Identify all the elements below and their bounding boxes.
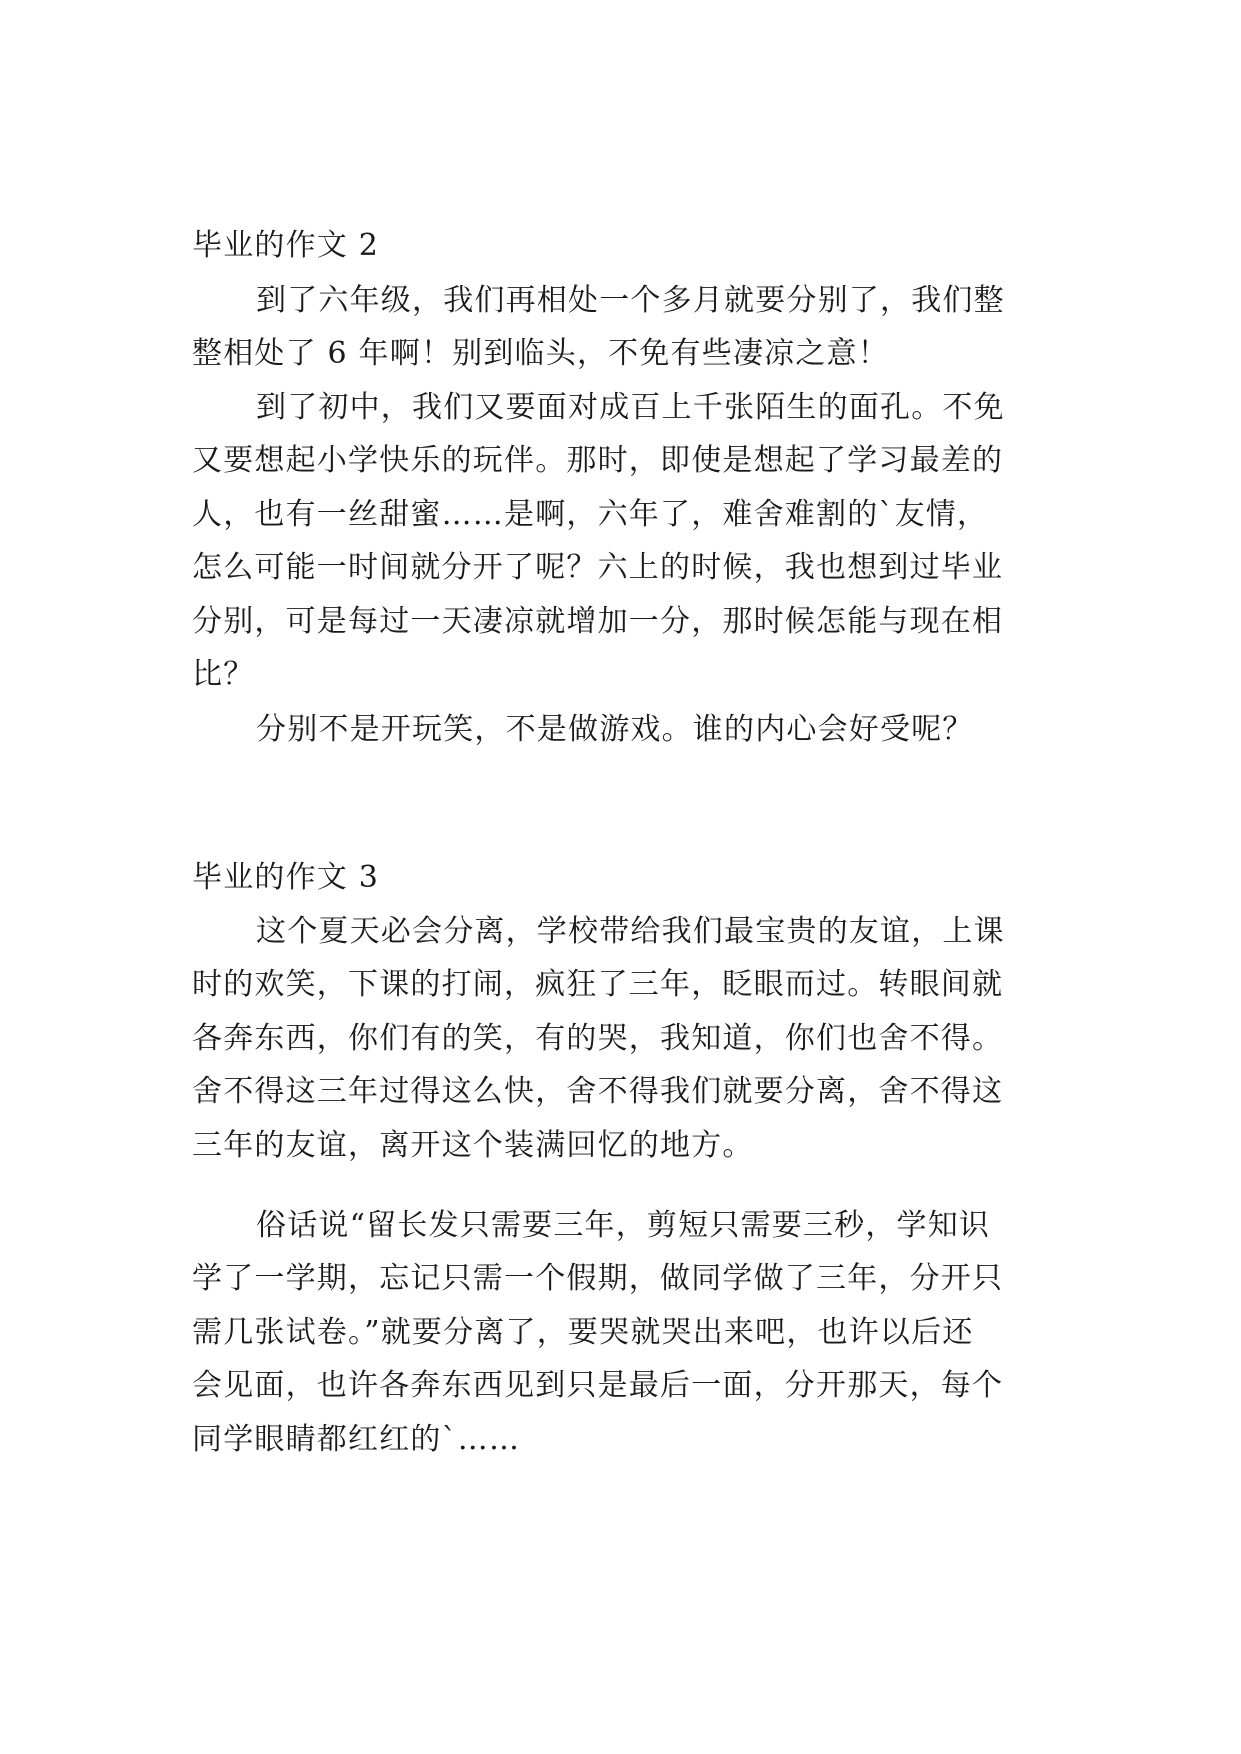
paragraph-line: 舍不得这三年过得这么快，舍不得我们就要分离，舍不得这 — [192, 1074, 1004, 1109]
paragraph-line: 俗话说“留长发只需要三年，剪短只需要三秒，学知识 — [256, 1208, 991, 1243]
paragraph-line: 到了六年级，我们再相处一个多月就要分别了，我们整 — [256, 283, 1005, 318]
paragraph-line: 分别不是开玩笑，不是做游戏。谁的内心会好受呢？ — [256, 712, 974, 747]
paragraph-line: 这个夏天必会分离，学校带给我们最宝贵的友谊，上课 — [256, 914, 1005, 949]
paragraph-line: 分别，可是每过一天凄凉就增加一分，那时候怎能与现在相 — [192, 604, 1004, 639]
essay-heading: 毕业的作文 2 — [192, 228, 380, 263]
paragraph-line: 时的欢笑，下课的打闹，疯狂了三年，眨眼而过。转眼间就 — [192, 967, 1004, 1002]
paragraph-line: 各奔东西，你们有的笑，有的哭，我知道，你们也舍不得。 — [192, 1021, 1004, 1056]
essay-heading: 毕业的作文 3 — [192, 860, 380, 895]
paragraph-line: 比？ — [192, 657, 255, 692]
paragraph-line: 会见面，也许各奔东西见到只是最后一面，分开那天，每个 — [192, 1368, 1004, 1403]
paragraph-line: 人，也有一丝甜蜜……是啊，六年了，难舍难割的`友情， — [192, 497, 989, 532]
paragraph-line: 学了一学期，忘记只需一个假期，做同学做了三年，分开只 — [192, 1261, 1004, 1296]
paragraph-line: 同学眼睛都红红的`…… — [192, 1422, 521, 1457]
paragraph-line: 需几张试卷。”就要分离了，要哭就哭出来吧，也许以后还 — [192, 1315, 974, 1350]
paragraph-line: 到了初中，我们又要面对成百上千张陌生的面孔。不免 — [256, 390, 1005, 425]
paragraph-line: 整相处了 6 年啊！别到临头，不免有些凄凉之意！ — [192, 336, 889, 371]
paragraph-line: 三年的友谊，离开这个装满回忆的地方。 — [192, 1128, 754, 1163]
paragraph-line: 怎么可能一时间就分开了呢？六上的时候，我也想到过毕业 — [192, 550, 1004, 585]
paragraph-line: 又要想起小学快乐的玩伴。那时，即使是想起了学习最差的 — [192, 443, 1004, 478]
